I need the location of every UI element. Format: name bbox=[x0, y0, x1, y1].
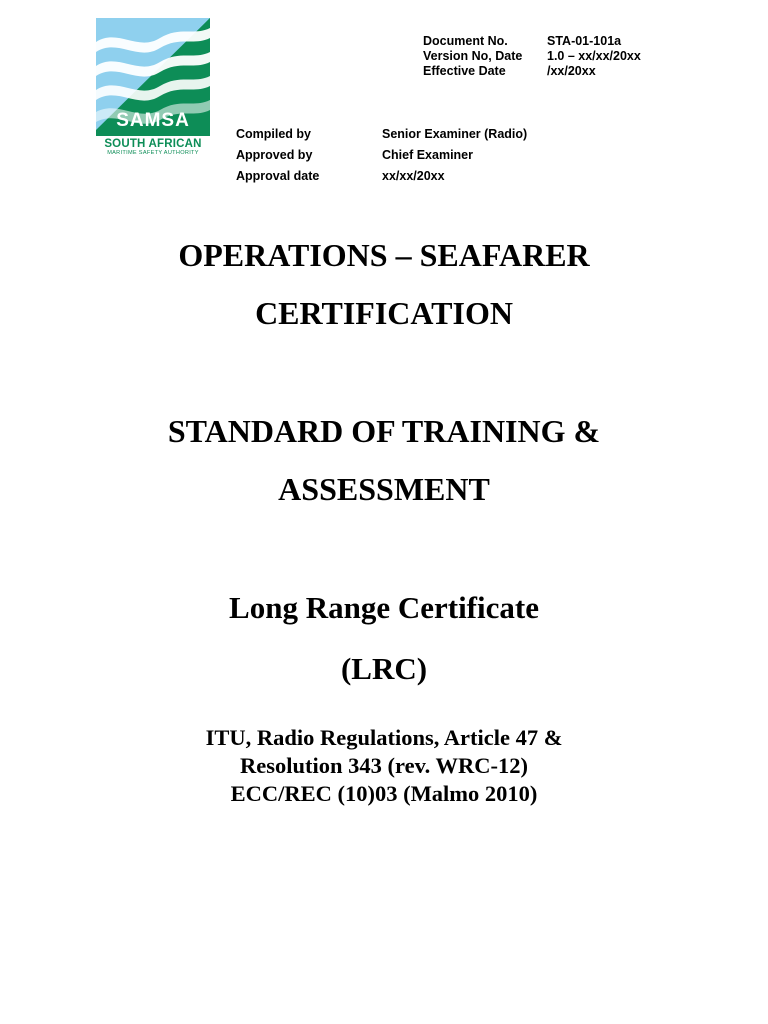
logo-wordmark: SAMSA bbox=[116, 110, 190, 131]
document-info-value: STA-01-101a bbox=[547, 34, 622, 48]
certificate-abbreviation: (LRC) bbox=[340, 651, 428, 686]
approval-info-table bbox=[236, 124, 527, 187]
approval-info-label: Approval date bbox=[236, 169, 320, 183]
title-line-3: STANDARD OF TRAINING & bbox=[167, 413, 601, 449]
approval-info-value: xx/xx/20xx bbox=[382, 169, 445, 183]
document-info-row bbox=[423, 34, 641, 49]
document-info-value: /xx/20xx bbox=[547, 64, 596, 78]
document-info-row bbox=[423, 64, 641, 79]
reference-line-2: Resolution 343 (rev. WRC-12) bbox=[240, 753, 528, 778]
document-info-label: Version No, Date bbox=[423, 49, 523, 63]
reference-line-1: ITU, Radio Regulations, Article 47 & bbox=[205, 725, 563, 750]
document-info-label: Document No. bbox=[423, 34, 508, 48]
approval-info-row bbox=[236, 124, 527, 145]
reference-line-3: ECC/REC (10)03 (Malmo 2010) bbox=[230, 781, 538, 806]
samsa-logo bbox=[96, 18, 210, 158]
title-line-1: OPERATIONS – SEAFARER bbox=[178, 237, 590, 273]
document-info-table bbox=[423, 34, 641, 79]
logo-subtitle-line1: SOUTH AFRICAN bbox=[104, 138, 202, 150]
logo-subtitle-line2: MARITIME SAFETY AUTHORITY bbox=[107, 150, 199, 156]
document-info-value: 1.0 – xx/xx/20xx bbox=[547, 49, 641, 63]
certificate-name: Long Range Certificate bbox=[229, 590, 539, 625]
document-info-label: Effective Date bbox=[423, 64, 506, 78]
title-line-4: ASSESSMENT bbox=[278, 471, 490, 507]
approval-info-value: Chief Examiner bbox=[382, 148, 474, 162]
approval-info-value: Senior Examiner (Radio) bbox=[382, 127, 528, 141]
approval-info-label: Approved by bbox=[236, 148, 313, 162]
approval-info-row bbox=[236, 145, 527, 166]
approval-info-label: Compiled by bbox=[236, 127, 312, 141]
title-line-2: CERTIFICATION bbox=[255, 295, 513, 331]
document-info-row bbox=[423, 49, 641, 64]
approval-info-row bbox=[236, 166, 527, 187]
